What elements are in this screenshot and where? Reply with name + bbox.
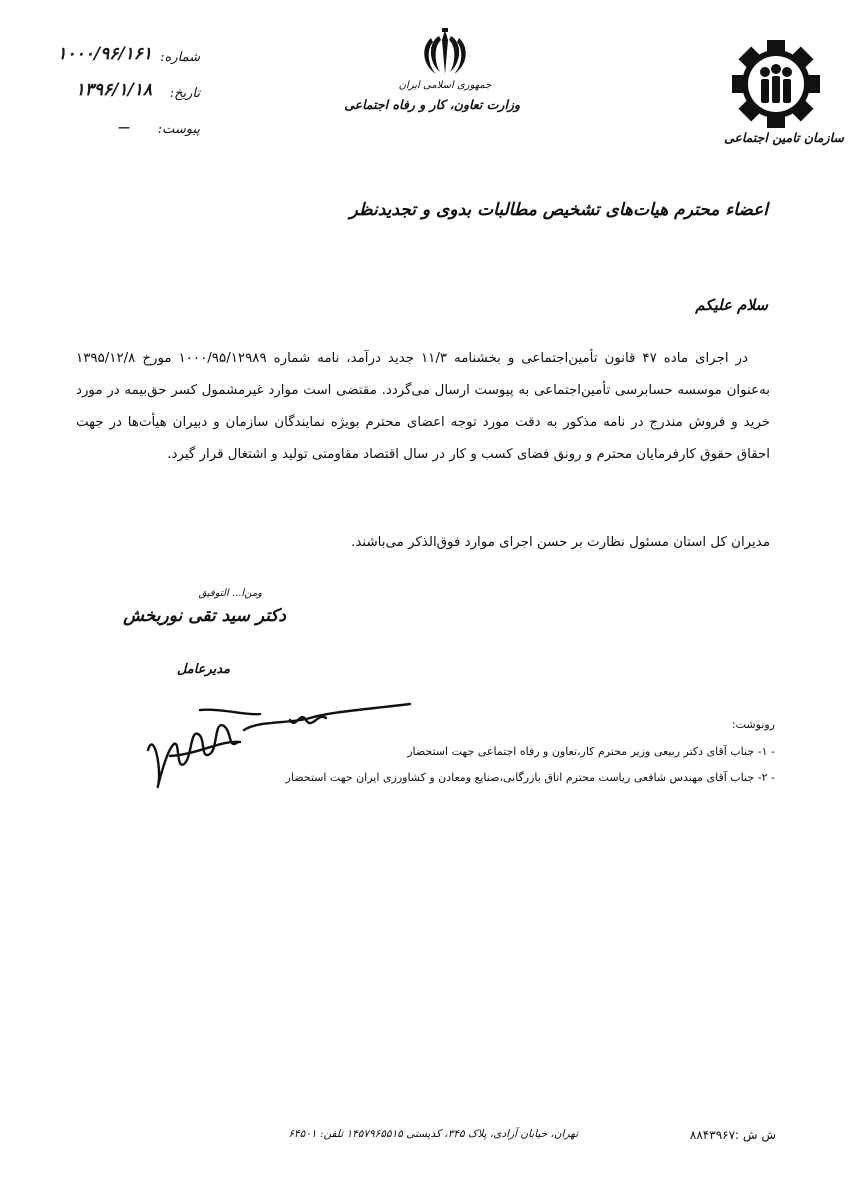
letter-date-row [50,80,200,116]
national-emblem [344,28,520,140]
addressee: اعضاء محترم هیات‌های تشخیص مطالبات بدوی و تجدیدنظر [349,200,768,220]
signatory-salutation: ومن‌ا... التوفیق [198,588,262,599]
carbon-copy [230,718,775,791]
letter-meta [50,44,200,152]
org-name: سازمان تامین اجتماعی [724,130,844,145]
cc-item-1: - ۱- جناب آقای دکتر ربیعی وزیر محترم کار،تعاون و رفاه اجتماعی جهت استحضار [407,745,775,758]
signatory-name: دکتر سید تقی نوربخش [123,606,286,626]
cc-title: رونوشت: [731,718,775,731]
ministry-name: وزارت تعاون، کار و رفاه اجتماعی [344,97,520,112]
body-paragraph: در اجرای ماده ۴۷ قانون تأمین‌اجتماعی و بخشنامه ۱۱/۳ جدید درآمد، نامه شماره ۱۰۰۰/۹۵/۱۲۹۸۹ مورخ ۱۳۹۵/۱۲/۸ به‌عنوان موسسه حسابرسی تأمین‌اجتماعی به پیوست ارسال می‌گردد. مقتضی است موارد غیرمشمول کسر حق‌بیمه در مورد خرید و فروش مندرج در نامه مذکور به دقت مورد توجه اعضای محترم بویژه نمایندگان سازمان و دبیران هیأت‌ها در جهت احقاق حقوق کارفرمایان محترم و رونق فضای کسب و کار در سال اقتصاد مقاومتی تولید و اشتغال قرار گیرد. [76,351,770,462]
cc-item-2: - ۲- جناب آقای مهندس شافعی ریاست محترم اتاق بازرگانی،صنایع ومعادن و کشاورزی ایران جهت استحضار [285,771,775,784]
letter-number-value: ۱۰۰۰/۹۶/۱۶۱ [57,44,152,64]
closing-sentence: مدیران کل استان مسئول نظارت بر حسن اجرای موارد فوق‌الذکر می‌باشند. [351,535,770,550]
greeting: سلام علیکم [695,296,768,314]
letter-date-label: تاریخ: [169,86,200,101]
attachment-value: — [118,120,130,134]
signatory-title: مدیرعامل [176,662,230,677]
footer-address: تهران، خیابان آزادی، پلاک ۳۴۵، کدپستی ۱۴۵۷۹۶۵۵۱۵ تلفن: ۶۴۵۰۱ [288,1128,578,1140]
attachment-label: پیوست: [157,122,200,137]
letter-body [76,343,770,471]
letter-number-row [50,44,200,80]
letter-number-label: شماره: [160,50,200,65]
iran-emblem-icon [422,28,468,78]
letter-date-value: ۱۳۹۶/۱/۱۸ [75,80,152,100]
attachment-row [50,116,200,152]
tamin-logo-icon [728,38,824,130]
country-name: جمهوری اسلامی ایران [398,80,492,91]
tamin-ejtemaei-logo [724,38,844,150]
footer-code: ش ش :۸۸۴۳۹۶۷ [689,1128,776,1142]
